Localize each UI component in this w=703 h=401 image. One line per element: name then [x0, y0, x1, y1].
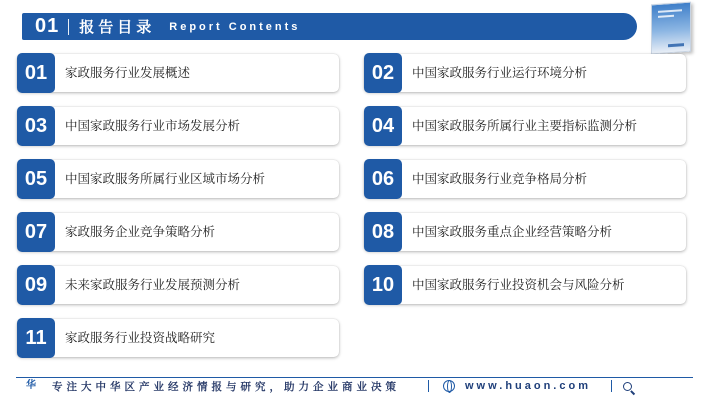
toc-item-07[interactable] — [17, 213, 339, 251]
toc-item-label: 中国家政服务行业竞争格局分析 — [412, 171, 588, 186]
toc-item-number: 09 — [17, 265, 55, 305]
toc-item-number: 03 — [17, 106, 55, 146]
footer — [16, 379, 693, 393]
toc-item-label: 家政服务行业发展概述 — [65, 65, 191, 80]
toc-item-number: 05 — [17, 159, 55, 199]
search-icon[interactable] — [623, 382, 632, 391]
website-link[interactable]: www.huaon.com — [465, 380, 591, 392]
logo-icon: 华 — [26, 380, 36, 391]
toc-item-04[interactable] — [364, 107, 686, 145]
toc-item-label: 中国家政服务行业运行环境分析 — [412, 65, 588, 80]
toc-item-10[interactable] — [364, 266, 686, 304]
toc-item-number: 08 — [364, 212, 402, 252]
header-divider — [68, 19, 69, 35]
toc-item-number: 11 — [17, 318, 55, 358]
section-subtitle-en: Report Contents — [169, 20, 301, 33]
toc-item-label: 家政服务企业竞争策略分析 — [65, 224, 216, 239]
section-header — [22, 13, 637, 40]
toc-item-09[interactable] — [17, 266, 339, 304]
toc-item-03[interactable] — [17, 107, 339, 145]
toc-item-label: 中国家政服务重点企业经营策略分析 — [412, 224, 613, 239]
toc-item-number: 01 — [17, 53, 55, 93]
toc-item-02[interactable] — [364, 54, 686, 92]
toc-item-06[interactable] — [364, 160, 686, 198]
toc-item-number: 07 — [17, 212, 55, 252]
globe-icon — [443, 380, 455, 392]
toc-item-08[interactable] — [364, 213, 686, 251]
toc-item-label: 未来家政服务行业发展预测分析 — [65, 277, 241, 292]
report-cover-icon — [651, 2, 691, 55]
toc-item-number: 06 — [364, 159, 402, 199]
toc-item-05[interactable] — [17, 160, 339, 198]
toc-item-number: 10 — [364, 265, 402, 305]
toc-item-label: 中国家政服务行业市场发展分析 — [65, 118, 241, 133]
toc-item-label: 中国家政服务所属行业区域市场分析 — [65, 171, 266, 186]
toc-item-01[interactable] — [17, 54, 339, 92]
toc-item-11[interactable] — [17, 319, 339, 357]
footer-separator — [611, 380, 612, 392]
toc-item-label: 中国家政服务行业投资机会与风险分析 — [412, 277, 625, 292]
section-title: 报告目录 — [79, 18, 156, 36]
toc-item-label: 家政服务行业投资战略研究 — [65, 330, 216, 345]
toc-item-number: 04 — [364, 106, 402, 146]
footer-slogan: 专注大中华区产业经济情报与研究，助力企业商业决策 — [52, 380, 400, 393]
toc-item-number: 02 — [364, 53, 402, 93]
toc-item-label: 中国家政服务所属行业主要指标监测分析 — [412, 118, 638, 133]
section-number: 01 — [35, 15, 60, 37]
footer-separator — [428, 380, 429, 392]
